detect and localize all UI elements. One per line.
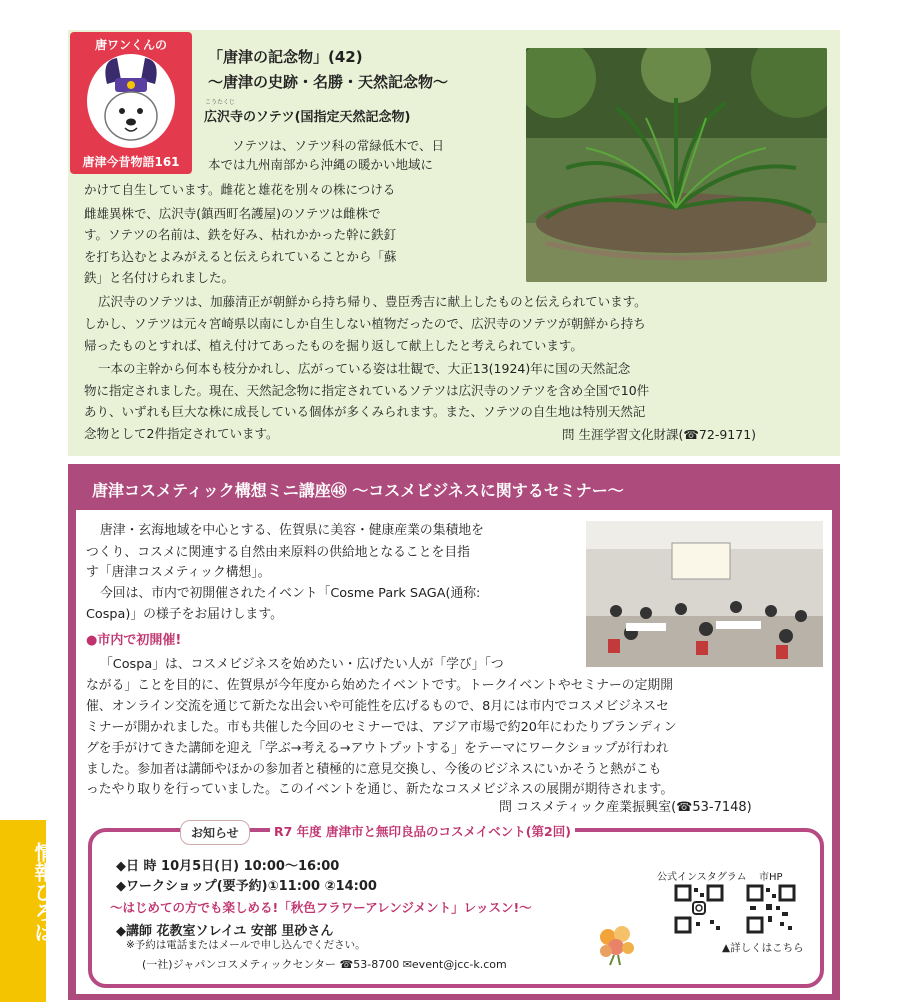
seminar-photo bbox=[586, 521, 823, 667]
paragraph-line: 広沢寺のソテツは、加藤清正が朝鮮から持ち帰り、豊臣秀吉に献上したものと伝えられています。 bbox=[98, 294, 647, 309]
paragraph-line: を打ち込むとよみがえると伝えられていることから「蘇 bbox=[84, 249, 397, 264]
paragraph-line: Cospa)」の様子をお届けします。 bbox=[86, 607, 283, 622]
paragraph-line: つくり、コスメに関連する自然由来原料の供給地となることを目指 bbox=[86, 545, 470, 560]
paragraph-line: グを手がけてきた講師を迎え「学ぶ→考える→アウトプットする」をテーマにワークショップが行われ bbox=[86, 741, 669, 756]
section-title: 唐津コスメティック構想ミニ講座㊽ 〜コスメビジネスに関するセミナー〜 bbox=[92, 481, 624, 500]
paragraph-line: ソテツは、ソテツ科の常緑低木で、日 bbox=[232, 138, 445, 153]
event-lesson: 〜はじめての方でも楽しめる!「秋色フラワーアレンジメント」レッスン!〜 bbox=[110, 900, 532, 915]
paragraph-line: す。ソテツの名前は、鉄を好み、枯れかかった幹に鉄釘 bbox=[84, 227, 397, 242]
article-title: 「唐津の記念物」(42) bbox=[208, 48, 363, 66]
city-hp-qr-icon[interactable] bbox=[746, 884, 796, 934]
paragraph-line: しかし、ソテツは元々宮崎県以南にしか自生しない植物だったので、広沢寺のソテツが朝鮮から持ち bbox=[84, 316, 646, 331]
paragraph-line: 唐津・玄海地域を中心とする、佐賀県に美容・健康産業の集積地を bbox=[100, 523, 484, 538]
more-info-label: ▲詳しくはこちら bbox=[722, 942, 804, 954]
article-subtitle: 〜唐津の史跡・名勝・天然記念物〜 bbox=[208, 73, 449, 91]
paragraph-line: ミナーが開かれました。市も共催した今回のセミナーでは、アジア市場で約20年にわたりブランディン bbox=[86, 720, 677, 735]
paragraph-line: あり、いずれも巨大な株に成長している個体が多くみられます。また、ソテツの自生地は特別天然記 bbox=[84, 404, 646, 419]
paragraph-line: 帰ったものとすれば、植え付けてあったものを掘り返して献上したと考えられています。 bbox=[84, 338, 583, 353]
side-tab-label: 情報ひろば bbox=[31, 842, 55, 942]
event-workshop: ◆ワークショップ(要予約)①11:00 ②14:00 bbox=[116, 879, 377, 894]
paragraph-line: 雌雄異株で、広沢寺(鎮西町名護屋)のソテツは雌株で bbox=[84, 206, 381, 221]
instagram-qr-icon[interactable] bbox=[674, 884, 724, 934]
mascot-series-label: 唐ワンくんの bbox=[94, 38, 167, 52]
contact-info: 問 生涯学習文化財課(☎72-9171) bbox=[562, 427, 757, 442]
paragraph-line: 鉄」と名付けられました。 bbox=[84, 270, 235, 285]
organizer-contact: (一社)ジャパンコスメティックセンター ☎53-8700 ✉event@jcc-k.com bbox=[142, 958, 507, 971]
paragraph-line: 一本の主幹から何本も枝分かれし、広がっている姿は壮観で、大正13(1924)年に国の天然記念 bbox=[98, 361, 631, 376]
article-subhead: 広沢寺のソテツ(国指定天然記念物) bbox=[204, 110, 411, 125]
notice-title: R7 年度 唐津市と無印良品のコスメイベント(第2回) bbox=[270, 822, 575, 840]
mascot-episode-label: 唐津今昔物語161 bbox=[82, 155, 180, 169]
paragraph-line: 本では九州南部から沖縄の暖かい地域に bbox=[208, 157, 434, 172]
paragraph-line: 今回は、市内で初開催されたイベント「Cosme Park SAGA(通称: bbox=[100, 586, 481, 601]
sotetsu-photo bbox=[526, 48, 827, 282]
flower-icon bbox=[594, 921, 640, 967]
subhead-ruby: こうたくじ bbox=[205, 99, 236, 106]
event-lecturer: ◆講師 花教室ソレイユ 安部 里砂さん bbox=[116, 924, 334, 939]
paragraph-line: ました。参加者は講師やほかの参加者と積極的に意見交換し、今後のビジネスにいかそうと熱がこも bbox=[86, 762, 662, 777]
contact-info: 問 コスメティック産業振興室(☎53-7148) bbox=[499, 800, 752, 815]
event-date: ◆日 時 10月5日(日) 10:00〜16:00 bbox=[116, 859, 340, 874]
notice-tag: お知らせ bbox=[180, 820, 250, 845]
paragraph-line: ったやり取りを行っていました。このイベントを通じ、新たなコスメビジネスの展開が期待されます。 bbox=[86, 782, 674, 797]
city-hp-label: 市HP bbox=[759, 872, 783, 883]
paragraph-line: かけて自生しています。雌花と雄花を別々の株につける bbox=[84, 182, 396, 197]
paragraph-line: す「唐津コスメティック構想」。 bbox=[86, 565, 271, 580]
mascot-badge bbox=[70, 32, 192, 174]
paragraph-line: 「Cospa」は、コスメビジネスを始めたい・広げたい人が「学び」「つ bbox=[100, 657, 504, 672]
paragraph-line: 催、オンライン交流を通じて新たな出会いや可能性を広げるもので、8月には市内でコスメビジネスセ bbox=[86, 699, 669, 714]
subheading: ●市内で初開催! bbox=[86, 633, 182, 648]
paragraph-line: 念物として2件指定されています。 bbox=[84, 426, 279, 441]
paragraph-line: 物に指定されました。現在、天然記念物に指定されているソテツは広沢寺のソテツを含め全国で10件 bbox=[84, 383, 650, 398]
instagram-label: 公式インスタグラム bbox=[657, 872, 747, 883]
mascot-icon bbox=[87, 54, 175, 148]
paragraph-line: ながる」ことを目的に、佐賀県が今年度から始めたイベントです。トークイベントやセミナーの定期開 bbox=[86, 678, 673, 693]
reservation-note: ※予約は電話またはメールで申し込んでください。 bbox=[126, 939, 366, 951]
